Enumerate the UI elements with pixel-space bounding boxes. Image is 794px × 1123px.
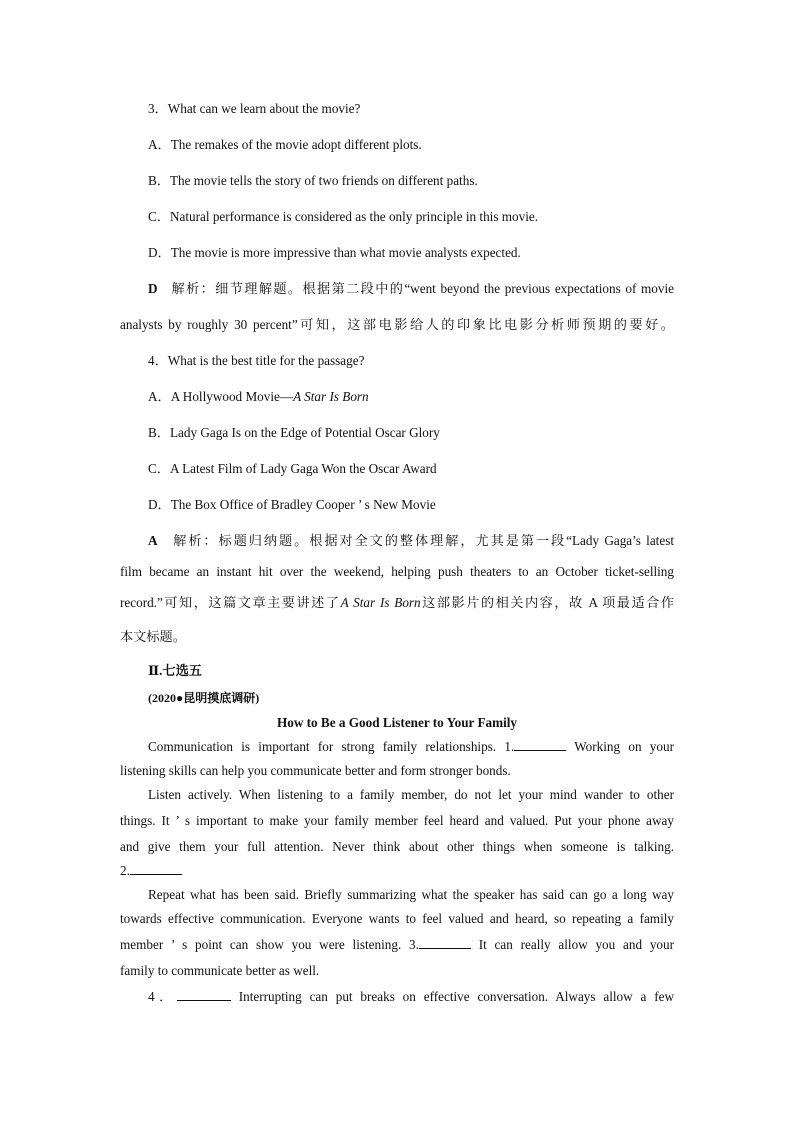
passage-p2-line4: 2. xyxy=(120,862,182,880)
q3-option-b: B．The movie tells the story of two friends on different paths. xyxy=(148,173,478,188)
q3-explanation-line1: D 解析：细节理解题。根据第二段中的“went beyond the previous expectations of movie xyxy=(148,281,674,296)
passage-p2-line1: Listen actively. When listening to a family member, do not let your mind wander to other xyxy=(148,787,674,802)
passage-p3-line4: family to communicate better as well. xyxy=(120,963,320,978)
q4-stem: 4．What is the best title for the passage? xyxy=(148,353,365,368)
passage-p1-line2: listening skills can help you communicate better and form stronger bonds. xyxy=(120,763,511,778)
q4-explanation-line3: record.”可知，这篇文章主要讲述了A Star Is Born这部影片的相关内容，故 A 项最适合作 xyxy=(120,595,675,610)
passage-p3-line1: Repeat what has been said. Briefly summarizing what the speaker has said can go a long way xyxy=(148,887,674,902)
q4-option-c: C．A Latest Film of Lady Gaga Won the Oscar Award xyxy=(148,461,437,476)
q4-answer: A xyxy=(148,533,158,548)
passage-p2-line2: things. It ’ s important to make your family member feel heard and valued. Put your phone away xyxy=(120,813,674,828)
q4-option-a: A．A Hollywood Movie—A Star Is Born xyxy=(148,389,369,404)
blank-2[interactable] xyxy=(130,862,182,875)
blank-1[interactable] xyxy=(514,738,566,751)
q4-explanation-line2: film became an instant hit over the weekend, helping push theaters to an October ticket-selling xyxy=(120,564,674,579)
q4-explanation-line1: A 解析：标题归纳题。根据对全文的整体理解，尤其是第一段“Lady Gaga’s latest xyxy=(148,533,674,548)
passage-title: How to Be a Good Listener to Your Family xyxy=(276,715,518,730)
source-note: (2020●昆明摸底调研) xyxy=(148,691,260,705)
blank-4[interactable] xyxy=(177,988,231,1001)
passage-p4-line1: 4． Interrupting can put breaks on effective conversation. Always allow a few xyxy=(148,989,674,1004)
q3-stem: 3．What can we learn about the movie? xyxy=(148,101,361,116)
q3-option-d: D．The movie is more impressive than what movie analysts expected. xyxy=(148,245,521,260)
q4-option-d: D．The Box Office of Bradley Cooper ’ s New Movie xyxy=(148,497,436,512)
passage-p3-line2: towards effective communication. Everyone wants to feel valued and heard, so repeating a family xyxy=(120,911,674,926)
q3-option-a: A．The remakes of the movie adopt different plots. xyxy=(148,137,422,152)
passage-p1-line1: Communication is important for strong family relationships. 1. Working on your xyxy=(148,739,674,754)
passage-p2-line3: and give them your full attention. Never think about other things when someone is talking. xyxy=(120,839,674,854)
q3-explanation-line2: analysts by roughly 30 percent”可知，这部电影给人的印象比电影分析师预期的要好。 xyxy=(120,317,674,332)
passage-p3-line3: member ’ s point can show you were listening. 3. It can really allow you and your xyxy=(120,937,674,952)
blank-3[interactable] xyxy=(419,936,471,949)
section-heading: Ⅱ.七选五 xyxy=(148,663,202,678)
q3-option-c: C．Natural performance is considered as the only principle in this movie. xyxy=(148,209,539,224)
q4-explanation-line4: 本文标题。 xyxy=(120,629,186,644)
q3-answer: D xyxy=(148,281,158,296)
q4-option-b: B．Lady Gaga Is on the Edge of Potential Oscar Glory xyxy=(148,425,440,440)
